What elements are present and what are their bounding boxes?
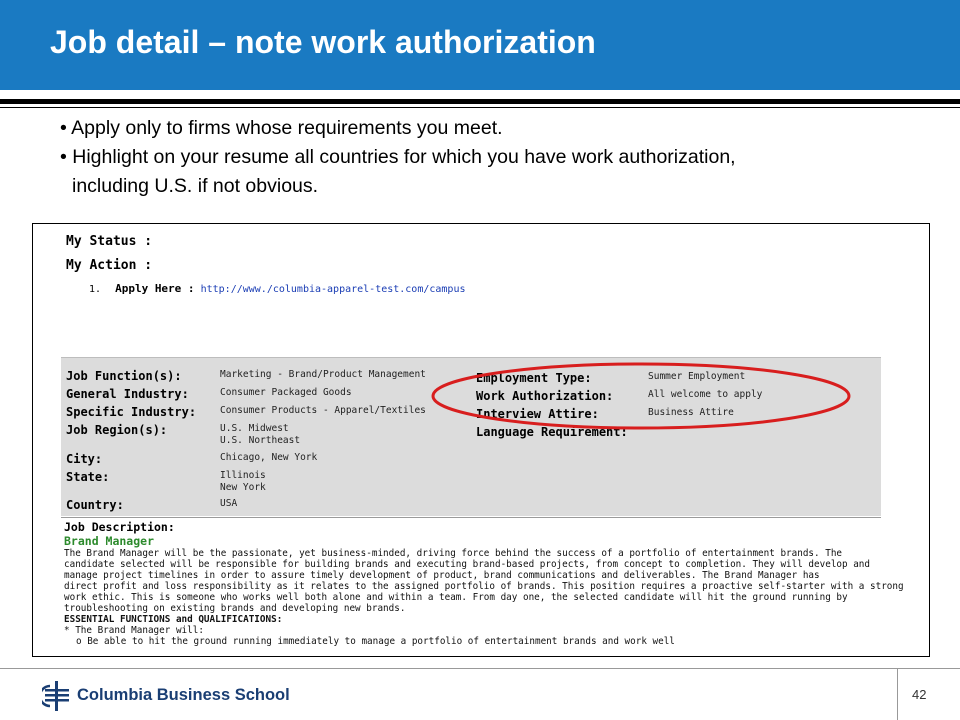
bullet-continuation: including U.S. if not obvious.	[72, 175, 319, 197]
description-line: The Brand Manager will be the passionate, yet business-minded, driving force behind the success of a portfolio of entertainment brands. The	[64, 548, 843, 559]
apply-url-link[interactable]: http://www./columbia-apparel-test.com/campus	[200, 284, 466, 295]
specific-industry-label: Specific Industry:	[66, 405, 197, 419]
job-role-title: Brand Manager	[64, 534, 155, 548]
bullet-glyph: •	[60, 117, 67, 139]
bullet-text: Apply only to firms whose requirements you meet.	[71, 117, 503, 139]
essential-functions-item: o Be able to hit the ground running immediately to manage a portfolio of entertainment brands and work well	[76, 636, 675, 647]
bullet-list	[60, 114, 940, 201]
essential-functions-heading: ESSENTIAL FUNCTIONS and QUALIFICATIONS:	[64, 614, 283, 625]
general-industry-label: General Industry:	[66, 387, 189, 401]
school-name: Columbia Business School	[77, 686, 290, 704]
bullet-text: Highlight on your resume all countries for which you have work authorization,	[72, 146, 736, 168]
job-description-heading: Job Description:	[64, 520, 175, 534]
city-label: City:	[66, 452, 103, 466]
job-region-value: U.S. Midwest	[220, 423, 289, 434]
apply-number: 1.	[89, 284, 102, 295]
job-region-value-2: U.S. Northeast	[220, 435, 301, 446]
job-function-value: Marketing - Brand/Product Management	[220, 369, 426, 380]
bullet-glyph: •	[60, 146, 67, 168]
state-value: Illinois	[220, 470, 266, 481]
job-details-panel	[61, 357, 881, 516]
title-rule-thin	[0, 107, 960, 108]
work-authorization-label: Work Authorization:	[476, 389, 614, 403]
description-line: candidate selected will be responsible for building brands and executing brand-based projects, from concept to completion. They will develop and	[64, 559, 870, 570]
apply-here-row	[89, 282, 466, 295]
specific-industry-value: Consumer Products - Apparel/Textiles	[220, 405, 426, 416]
apply-here-label: Apply Here :	[115, 282, 195, 295]
essential-functions-intro: * The Brand Manager will:	[64, 625, 204, 636]
columbia-crown-logo-icon	[42, 680, 72, 712]
my-action-label: My Action :	[66, 258, 153, 273]
work-authorization-value: All welcome to apply	[648, 389, 763, 400]
employment-type-value: Summer Employment	[648, 371, 746, 382]
job-detail-screenshot	[32, 223, 930, 657]
description-line: work ethic. This is someone who works well both alone and within a team. From day one, the selected candidate will hit the ground running by	[64, 592, 848, 603]
title-rule-thick	[0, 99, 960, 104]
interview-attire-value: Business Attire	[648, 407, 734, 418]
state-label: State:	[66, 470, 110, 484]
job-description	[64, 520, 904, 647]
interview-attire-label: Interview Attire:	[476, 407, 599, 421]
job-region-label: Job Region(s):	[66, 423, 168, 437]
description-line: direct profit and loss responsibility as it relates to the assigned portfolio of brands. This position requires a proactive self-starter with a strong	[64, 581, 904, 592]
page-number: 42	[912, 687, 927, 702]
slide-title: Job detail – note work authorization	[50, 24, 596, 60]
footer-divider	[897, 668, 898, 720]
job-function-label: Job Function(s):	[66, 369, 182, 383]
employment-type-label: Employment Type:	[476, 371, 592, 385]
title-bar	[0, 0, 960, 90]
general-industry-value: Consumer Packaged Goods	[220, 387, 352, 398]
country-label: Country:	[66, 498, 124, 512]
my-status-label: My Status :	[66, 234, 153, 249]
city-value: Chicago, New York	[220, 452, 318, 463]
bullet-item	[60, 143, 940, 172]
bullet-item	[60, 114, 940, 143]
language-requirement-label: Language Requirement:	[476, 425, 628, 439]
state-value-2: New York	[220, 482, 266, 493]
description-line: manage project timelines in order to assure timely development of product, brand communications and deliverables. The Brand Manager has	[64, 570, 820, 581]
description-line: troubleshooting on existing brands and developing new brands.	[64, 603, 406, 614]
country-value: USA	[220, 498, 238, 509]
description-divider	[61, 517, 881, 518]
footer-rule	[0, 668, 960, 669]
